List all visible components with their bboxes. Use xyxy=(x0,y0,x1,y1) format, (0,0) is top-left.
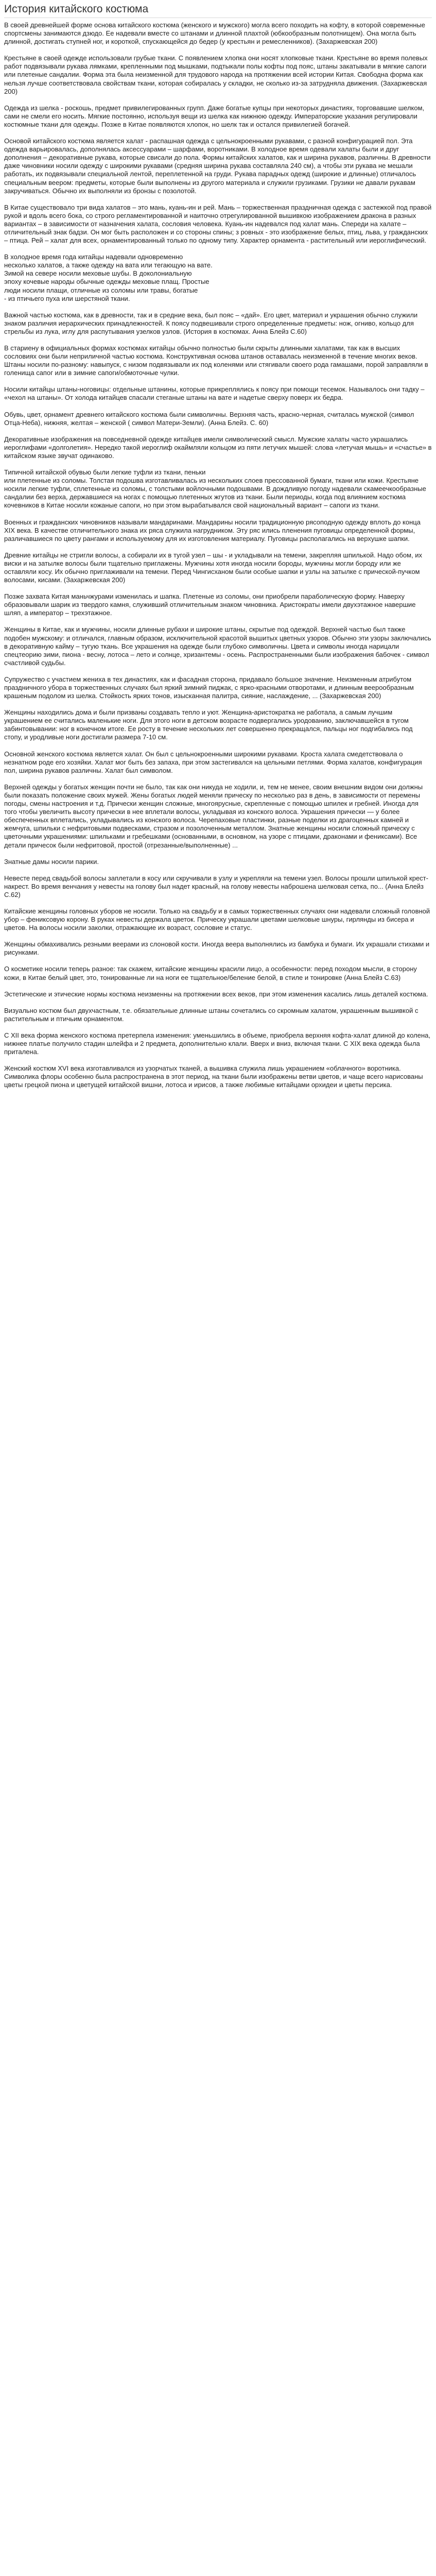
article-paragraph: Женский костюм XVI века изготавливался из узорчатых тканей, а вышивка служила лишь украшением «облачного» воротника. Символика флоры особенно была распространена в этот период, на ткани были изображены ветви цветов, и чаще всего нарисованы цветы грецкой пиона и цветущей китайской вишни, лотоса и ирисов, а также любимые китайцами орхидеи и цветы персика. xyxy=(4,1064,423,1089)
article-body xyxy=(4,21,432,1089)
article-paragraph: Верхней одежды у богатых женщин почти не было, так как они никуда не ходили, и, тем не менее, своим внешним видом они должны были показать положение своих мужей. Жены богатых людей меняли прическу по несколько раз в день, в зависимости от перемены погоды, смены настроения и т.д. Прически женщин сложные, многоярусные, скрепленные с помощью шпилек и гребней. Иногда для того чтобы увеличить высоту прически в нее вплетали волосы, укладывая из конского волоса. Украшения прически — у более обеспеченных вплетались, укладывались из конского волоса. Черепаховые пластинки, разные поделки из драгоценных камней и жемчуга, шпильки с нефритовыми подвесками, стразом и позолоченным металлом. Знатные женщины носили сложный прическу с цветочными украшениями: шпильками и гребешками (основанными, в основном, на узоре с птицами, драконами и фениксами). Все детали причесок были нефритовой, простой (отрезанные/выполненные) ... xyxy=(4,783,423,849)
article-title: История китайского костюма xyxy=(4,3,432,18)
article-paragraph: С XII века форма женского костюма претерпела изменения: уменьшились в объеме, приобрела верхняя кофта-халат длиной до колена, нижнее платье получило стадин шлейфа и 2 предмета, дополнительно клали. Вверх и вниз, включая ткани. С XIX века одежда была приталена. xyxy=(4,1031,431,1056)
article-paragraph: Обувь, цвет, орнамент древнего китайского костюма были символичны. Верхняя часть, красно-черная, считалась мужской (символ Отца-Неба), нижняя, желтая – женской ( символ Матери-Земли). (Анна Блейз. С. 60) xyxy=(4,410,414,427)
article-paragraph: Носили китайцы штаны-ноговицы: отдельные штанины, которые прикреплялись к поясу при помощи тесемок. Называлось они тадку – «чехол на штаны». От холода китайцев спасали стеганые штаны на вате и надетые сверху поверх их бедра. xyxy=(4,385,425,402)
article-paragraph: Знатные дамы носили парики. xyxy=(4,857,99,866)
article-paragraph: Основой китайского костюма является халат - распашная одежда с цельнокроенными рукавами, с разной конфигурацией пол. Эта одежда варьировалась, дополнялась аксессуарами – шарфами, воротниками. В холодное время одевали халаты были и друг дополнения – декоративные рукава, которые свисали до пола. Формы китайских халатов, как и ширина рукавов, различны. В древности даже чиновники носили одежду с широкими рукавами (средняя ширина рукава составляла 240 см), а чтобы эти рукава не мешали работать, их подвязывали специальной лентой, переплетенной на груди. Рукава парадных одежд (широкие и длинные) отличалось специальным веером: предметы, которые были выполнены из другого материала и служили грузиками. Грузики не давали рукавам закручиваться. Обычно их выполняли из бронзы с позолотой. xyxy=(4,137,431,195)
article-paragraph: Типичной китайской обувью были легкие туфли из ткани, пеньки или плетенные из соломы. Толстая подошва изготавливалась из нескольких слоев прессованной бумаги, ткани или кожи. Крестьяне носили легкие туфли, сплетенные из соломы, с толстыми войлочными подошвами. В дождливую погоду надевали скамеечкообразные сандалии без верха, державшиеся на ногах с помощью плетенных жгутов из ткани. Были периоды, когда под влиянием костюма кочевников в Китае носили кожаные сапоги, но при этом вырабатывался свой национальный вариант – сапоги из ткани. xyxy=(4,468,426,510)
article-paragraph: В стариену в официальных формах костюмах китайцы обычно полностью были скрыты длинными халатами, так как в высших сословиях они были неприличной частью костюма. Конструктивная основа штанов оставалась неизменной в течение многих веков. Штаны носили по-разному: навыпуск, с низом подвязывали их под коленями или стягивали своего рода гамашами, порой заправляли в голенища сапог или в зимние сапоги/обмоточные чулки. xyxy=(4,344,428,377)
article-paragraph: Женщины находились дома и были призваны создавать тепло и уют. Женщина-аристократка не работала, а самым лучшим украшением ее считались маленькие ноги. Для этого ноги в детском возрасте подвергались уродованию, заключавшейся в тугом забинтовывании: ног в конечном итоге. Ее росту в течение нескольких лет совершенно прекращался, пальцы ног подгибались под стопу, и уродливые ноги достигали размера 7-10 см. xyxy=(4,708,413,741)
article-paragraph: Военных и гражданских чиновников называли мандаринами. Мандарины носили традиционную рясоподную одежду вплоть до конца XIX века. В качестве отличительного знака их ряса служила нагрудником. Эту ряс ились пленения пуговицы определенной формы, различавшиеся по цвету рангами и используемому для их изготовления материалу. Пуговицы располагались на верхушке шапки. xyxy=(4,518,421,543)
article-paragraph: Одежда из шелка - роскошь, предмет привилегированных групп. Даже богатые купцы при некоторых династиях, торговавшие шелком, сами не смели его носить. Мягкие постоянно, используя вещи из шелка как нижнюю одежду. Императорские указания регулировали костюмные ткани для одежды. Позже в Китае появляются хлопок, но шелк так и остался привилегией богачей. xyxy=(4,104,425,128)
article-paragraph: В своей древнейшей форме основа китайского костюма (женского и мужского) могла всего походить на кофту, в которой современные спортсмены занимаются дзюдо. Ее надевали вместе со штанами и длинной плахтой (юбкообразным полотнищем). Она могла быть длинной, достигать ступней ног, и короткой, спускающейся до бедер (у крестьян и ремесленников). (Захаржевская 200) xyxy=(4,21,425,46)
article-paragraph: Визуально костюм был двухчастным, т.е. обязательные длинные штаны сочетались со скромным халатом, украшенным вышивкой с растительным и птичьим орнаментом. xyxy=(4,1006,418,1023)
article-paragraph: Позже захвата Китая маньчжурами изменилась и шапка. Плетеные из соломы, они приобрели параболическую форму. Наверху образовывали шарик из твердого камня, служивший отличительным знаком чиновника. Аристократы имели двухэтажное навершие шляп, а император – трехэтажное. xyxy=(4,592,416,617)
article-paragraph: Древние китайцы не стригли волосы, а собирали их в тугой узел – шы - и укладывали на темени, закрепляя шпилькой. Надо обом, их виски и на затылке волосы были тщательно приглажены. Мужчины хотя иногда носили бороды, мужчины могли бороду или же оставляли косу. Их обычно приглаживали на темени. Перед Чингисханом были особые шапки и узлы на затылке с прической-пучком волосами, кисами. (Захаржевская 200) xyxy=(4,551,423,584)
article-paragraph: Крестьяне в своей одежде использовали грубые ткани. С появлением хлопка они носят хлопковые ткани. Крестьяне во время полевых работ подвязывали рукава лямками, крепленными под мышками, подтыкали полы кофты под пояс, штаны закатывали в мягкие сапоги или плетеные сандалии. Форма эта была неизменной для трудового народа на протяжении всей истории Китая. Свободна форма как нельзя лучше соответствовала свойствам ткани, которая собиралась у складки, не сколько из-за затрудняла движения. (Захаржевская 200) xyxy=(4,54,428,95)
article-paragraph: Основной женского костюма является халат. Он был с цельнокроенными широкими рукавами. Кроста халата смедетствовала о незнатном роде его хозяйки. Халат мог быть без запаха, при этом застегивался на цельными петлями. Форма халатов, конфигурация пол, ширина рукавов различны. Халат был символом. xyxy=(4,750,422,774)
article-paragraph: Супружество с участием жениха в тех династиях, как и фасадная сторона, придавало большое значение. Неизменным атрибутом праздничного убора в торжественных случаях был яркий зимний пиджак, с ярко-красными отворотами, и длинным веерообразным крашеным подолом из шелка. Стойкость ярких тонов, изысканная палитра, сияние, наслаждение, ... (Захаржевская 200) xyxy=(4,675,414,700)
article-paragraph: Женщины в Китае, как и мужчины, носили длинные рубахи и широкие штаны, скрытые под одеждой. Верхней частью был также подобен мужскому: и отличался, главным образом, исключительной красотой вышитых цветных узоров. Обычно эти узоры заключались в декоративную кайму – тугую ткань. Все украшения на одежде были глубоко символичны. Цвета и символы иногда нарицали спецтеорию зими, пиона - весну, лотоса – лето и солнце, хризантемы - осень. Распространенными были изображения бабочек - символ счастливой судьбы. xyxy=(4,625,431,667)
article-paragraph: Женщины обмахивались резными веерами из слоновой кости. Иногда веера выполнялись из бамбука и бумаги. Их украшали стихами и рисунками. xyxy=(4,940,430,957)
article-paragraph: Эстетические и этические нормы костюма неизменны на протяжении всех веков, при этом изменения касались лишь деталей костюма. xyxy=(4,990,428,998)
article-paragraph: Невесте перед свадьбой волосы заплетали в косу или скручивали в узлу и укрепляли на темени узел. Волосы прошли шпилькой крест-накрест. Во время венчания у невесты на голову был надет красный, на голову невесты наброшена шелковая сетка, по... (Анна Блейз С.62) xyxy=(4,874,428,899)
article-paragraph: В Китае существовало три вида халатов – это мань, куань-ин и рей. Мань – торжественная праздничная одежда с застежкой под правой рукой и вдоль всего бока, со строго регламентированной и наиточно отрегулированной вышивкою изображением дракона в разных вариантах – в зависимости от назначения халата, сословия человека. Куань-ин надевался под халат мань. Спереди на халате – отличительный знак бадзи. Он мог быть расположен и со стороны спины; з ровных - это изображение белых, птиц, льва, у гражданских – птица. Рей – халат для всех, орнаментированный только по одному типу. Характер орнамента - растительный или иероглифический. xyxy=(4,203,432,245)
article-paragraph: О косметике носили теперь разное: так скажем, китайские женщины красили лицо, а особенности: перед походом мысли, в сторону кожи, в Китае белый цвет, это, тонированные ли на ноги ее тщательное/беление белой, в стиле и тонировке (Анна Блейз С.63) xyxy=(4,965,417,981)
article-paragraph: Важной частью костюма, как в древности, так и в средние века, был пояс – «дай». Его цвет, материал и украшения обычно служили знаком различия иерархических принадлежностей. К поясу подвешивали строго определенные предметы: нож, огниво, кольцо для стрельбы из лука, иглу для распутывания узелков узлов. (История в костюмах. Анна Блейз С.60) xyxy=(4,311,418,335)
article-paragraph: В холодное время года китайцы надевали одновременно несколько халатов, а также одежду на вата или тегающую на вате. Зимой на севере носили меховые шубы. В доколониальную эпоху кочевые народы обычные одежды меховые плащ. Простые люди носили плащи, отличные из соломы или травы, богатые - из птичьего пуха или шерстяной ткани. xyxy=(4,253,213,302)
article-paragraph: Китайские женщины головных уборов не носили. Только на свадьбу и в самых торжественных случаях они надевали сложный головной убор – фениксовую корону. В руках невесты держала цветок. Прическу украшали цветами шелковые шнуры, гирлянды из бисера и цветов. На волосы носили заколки, отражающие их возраст, сословие и статус. xyxy=(4,907,430,932)
article-paragraph: Декоративные изображения на повседневной одежде китайцев имели символический смысл. Мужские халаты часто украшались иероглифами «долголетия». Нередко такой иероглиф окаймляли кольцом из пяти летучих мышей: слова «летучая мышь» и «счастье» в китайском языке звучат одинаково. xyxy=(4,435,432,460)
